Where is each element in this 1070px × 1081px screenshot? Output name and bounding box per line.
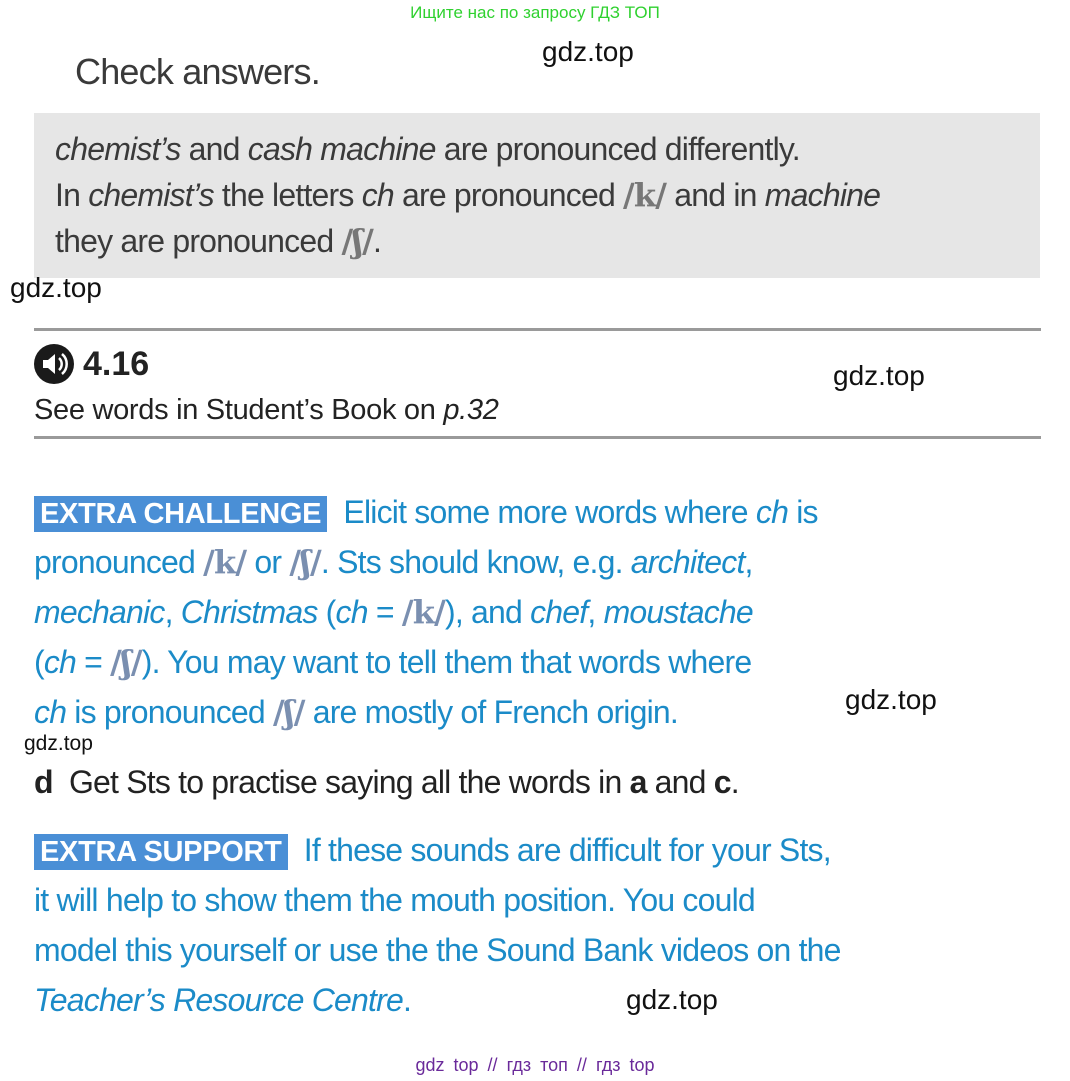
audio-note: See words in Student’s Book on p.32 <box>34 394 499 426</box>
extra-challenge-line-4: (ch = /ʃ/). You may want to tell them that words where <box>34 643 752 681</box>
watermark: gdz.top <box>10 272 102 303</box>
extra-challenge-label: EXTRA CHALLENGE <box>34 496 327 532</box>
step-d: d Get Sts to practise saying all the words in a and c. <box>34 764 739 800</box>
watermark: gdz.top <box>542 36 634 67</box>
watermark: gdz.top <box>845 684 937 715</box>
audio-track-number: 4.16 <box>83 345 150 383</box>
answer-line-2: In chemist’s the letters ch are pronounced /k/ and in machine <box>55 176 881 214</box>
extra-challenge-line-3: mechanic, Christmas (ch = /k/), and chef, moustache <box>34 593 753 631</box>
footer-links <box>0 1055 1070 1076</box>
top-banner[interactable]: Ищите нас по запросу ГДЗ ТОП <box>410 3 660 22</box>
extra-support-line-2: it will help to show them the mouth position. You could <box>34 882 755 918</box>
watermark: gdz.top <box>833 360 925 391</box>
answer-line-3: they are pronounced /ʃ/. <box>55 222 382 260</box>
audio-icon[interactable] <box>34 344 74 384</box>
extra-support-label: EXTRA SUPPORT <box>34 834 288 870</box>
footer-link[interactable]: gdz top <box>415 1055 479 1075</box>
divider <box>34 328 1041 331</box>
extra-support-line-1: EXTRA SUPPORT If these sounds are difficult for your Sts, <box>34 834 831 867</box>
extra-challenge-line-2: pronounced /k/ or /ʃ/. Sts should know, e.g. architect, <box>34 543 753 581</box>
extra-challenge-line-5: ch is pronounced /ʃ/ are mostly of French origin. <box>34 693 679 731</box>
separator: // <box>576 1055 587 1075</box>
watermark: gdz.top <box>24 732 93 755</box>
extra-support-line-4: Teacher’s Resource Centre. <box>34 982 412 1018</box>
extra-challenge-line-1: EXTRA CHALLENGE Elicit some more words where ch is <box>34 496 818 529</box>
separator: // <box>487 1055 498 1075</box>
check-answers: Check answers. <box>75 51 320 92</box>
answer-line-1: chemist’s and cash machine are pronounced differently. <box>55 131 800 167</box>
divider <box>34 436 1041 439</box>
extra-support-line-3: model this yourself or use the the Sound Bank videos on the <box>34 932 841 968</box>
footer-link[interactable]: гдз топ <box>506 1055 568 1075</box>
watermark: gdz.top <box>626 984 718 1015</box>
footer-link[interactable]: гдз top <box>595 1055 655 1075</box>
